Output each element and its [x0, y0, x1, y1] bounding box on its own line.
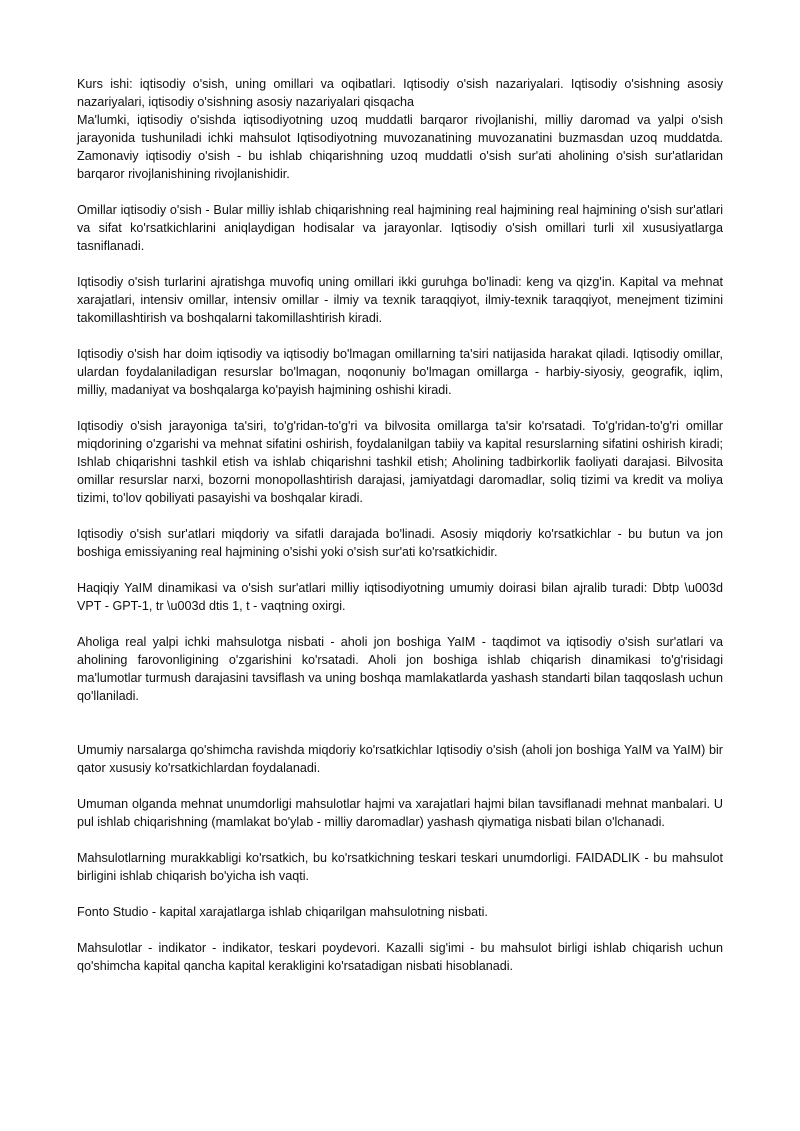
document-page	[77, 75, 723, 993]
document-title: Kurs ishi: iqtisodiy o'sish, uning omillari va oqibatlari. Iqtisodiy o'sish nazariyalari. Iqtisodiy o'sishning asosiy nazariyalari, iqtisodiy o'sishning asosiy nazariyalari qisqacha	[77, 77, 723, 109]
paragraph: Mahsulotlarning murakkabligi ko'rsatkich, bu ko'rsatkichning teskari teskari unumdorligi. FAIDADLIK - bu mahsulot birligini ishlab chiqarish bo'yicha ish vaqti.	[77, 851, 723, 883]
paragraph: Omillar iqtisodiy o'sish - Bular milliy ishlab chiqarishning real hajmining real hajmining real hajmining o'sish sur'atlari va sifat ko'rsatkichlarini aniqlaydigan hodisalar va jarayonlar. Iqtisodiy o'sish omillari turli xil xususiyatlarga tasniflanadi.	[77, 203, 723, 253]
paragraph: Iqtisodiy o'sish sur'atlari miqdoriy va sifatli darajada bo'linadi. Asosiy miqdoriy ko'rsatkichlar - bu butun va jon boshiga emissiyaning real hajmining o'sishi yoki o'sish sur'ati ko'rsatkichidir.	[77, 527, 723, 559]
paragraph: Mahsulotlar - indikator - indikator, teskari poydevori. Kazalli sig'imi - bu mahsulot birligi ishlab chiqarish uchun qo'shimcha kapital qancha kapital kerakligini ko'rsatadigan nisbati hisoblanadi.	[77, 941, 723, 973]
paragraph: Aholiga real yalpi ichki mahsulotga nisbati - aholi jon boshiga YaIM - taqdimot va iqtisodiy o'sish sur'atlari va aholining farovonligining o'zgarishini ko'rsatadi. Aholi jon boshiga ishlab chiqarish dinamikasi to'g'risidagi ma'lumotlar turmush darajasini tavsiflash va uning boshqa mamlakatlarda yashash standarti bilan taqqoslash uchun qo'llaniladi.	[77, 635, 723, 703]
paragraph: Iqtisodiy o'sish turlarini ajratishga muvofiq uning omillari ikki guruhga bo'linadi: keng va qizg'in. Kapital va mehnat xarajatlari, intensiv omillar, intensiv omillar - ilmiy va texnik taraqqiyot, ilmiy-texnik taraqqiyot, menejment tizimini takomillashtirish va boshqalarni takomillashtirish kiradi.	[77, 275, 723, 325]
paragraph: Iqtisodiy o'sish har doim iqtisodiy va iqtisodiy bo'lmagan omillarning ta'siri natijasida harakat qiladi. Iqtisodiy omillar, ulardan foydalaniladigan resurslar bo'lmagan, noqonuniy bo'lmagan omillarga - harbiy-siyosiy, geografik, iqlim, milliy, madaniyat va boshqalarga ko'payish hajmining oshishi kiradi.	[77, 347, 723, 397]
paragraph: Iqtisodiy o'sish jarayoniga ta'siri, to'g'ridan-to'g'ri va bilvosita omillarga ta'sir ko'rsatadi. To'g'ridan-to'g'ri omillar miqdorining o'zgarishi va mehnat sifatini oshirish, foydalanilgan tabiiy va kapital resurslarning sifatini oshirish kiradi; Ishlab chiqarishni tashkil etish va ishlab chiqarishni tashkil etish; Aholining tadbirkorlik faoliyati darajasi. Bilvosita omillar resurslar narxi, bozorni monopollashtirish darajasi, jamiyatdagi daromadlar, soliq tizimi va kredit va moliya tizimi, to'lov qobiliyati pasayishi va boshqalar kiradi.	[77, 419, 723, 505]
paragraph: Umumiy narsalarga qo'shimcha ravishda miqdoriy ko'rsatkichlar Iqtisodiy o'sish (aholi jon boshiga YaIM va YaIM) bir qator xususiy ko'rsatkichlardan foydalanadi.	[77, 743, 723, 775]
paragraph: Umuman olganda mehnat unumdorligi mahsulotlar hajmi va xarajatlari hajmi bilan tavsiflanadi mehnat manbalari. U pul ishlab chiqarishning (mamlakat bo'ylab - milliy daromadlar) yashash qiymatiga nisbati bilan o'lchanadi.	[77, 797, 723, 829]
paragraph: Haqiqiy YaIM dinamikasi va o'sish sur'atlari milliy iqtisodiyotning umumiy doirasi bilan ajralib turadi: Dbtp \u003d VPT - GPT-1, tr \u003d dtis 1, t - vaqtning oxirgi.	[77, 581, 723, 613]
paragraph: Fonto Studio - kapital xarajatlarga ishlab chiqarilgan mahsulotning nisbati.	[77, 905, 488, 919]
paragraph: Ma'lumki, iqtisodiy o'sishda iqtisodiyotning uzoq muddatli barqaror rivojlanishi, milliy daromad va yalpi o'sish jarayonida tushuniladi ichki mahsulot Iqtisodiyotning muvozanatining muvozanatini buzmasdan uzoq muddatda. Zamonaviy iqtisodiy o'sish - bu ishlab chiqarishning uzoq muddatli o'sish sur'ati aholining o'sish sur'atlaridan barqaror rivojlanishining rivojlanishidir.	[77, 113, 723, 181]
